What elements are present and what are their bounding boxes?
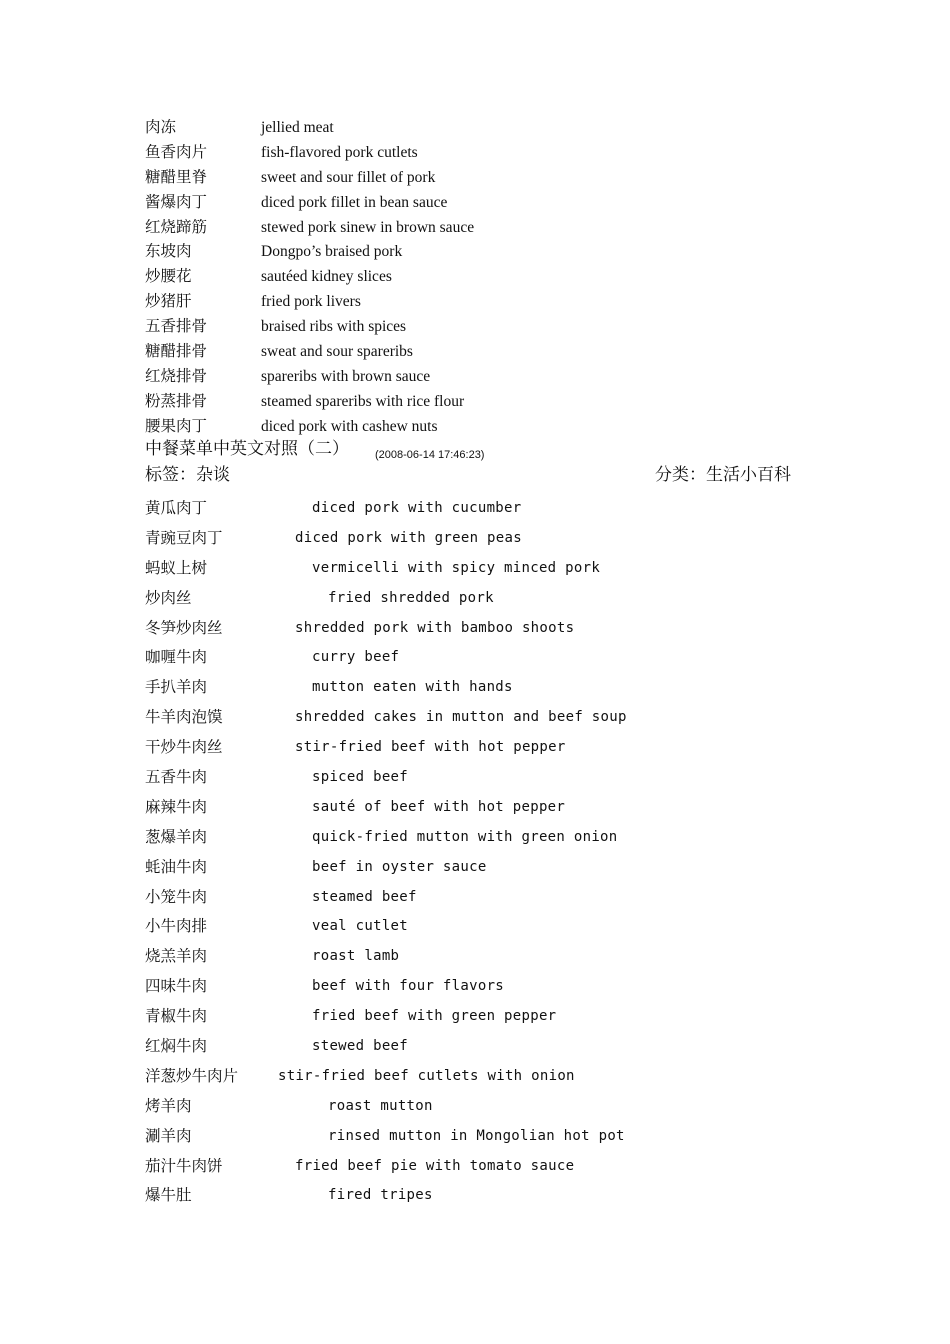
article-title: 中餐菜单中英文对照（二） bbox=[145, 439, 349, 459]
menu-item-row bbox=[145, 315, 845, 340]
menu-item-row bbox=[145, 763, 845, 793]
dish-chinese-name: 小笼牛肉 bbox=[145, 887, 208, 906]
dish-english-name: sweat and sour spareribs bbox=[261, 343, 413, 361]
dish-chinese-name: 烤羊肉 bbox=[145, 1096, 192, 1115]
menu-item-row bbox=[145, 883, 845, 913]
menu-list-part-one bbox=[145, 116, 845, 440]
dish-english-name: sautéed kidney slices bbox=[261, 268, 392, 286]
dish-chinese-name: 红烧蹄筋 bbox=[145, 218, 208, 236]
dish-chinese-name: 炒肉丝 bbox=[145, 588, 192, 607]
dish-chinese-name: 爆牛肚 bbox=[145, 1186, 192, 1205]
dish-english-name: roast lamb bbox=[312, 948, 400, 965]
dish-english-name: steamed spareribs with rice flour bbox=[261, 392, 465, 410]
dish-chinese-name: 红烧排骨 bbox=[145, 367, 208, 385]
dish-english-name: sweet and sour fillet of pork bbox=[261, 168, 436, 186]
dish-chinese-name: 肉冻 bbox=[145, 119, 177, 136]
dish-english-name: rinsed mutton in Mongolian hot pot bbox=[328, 1127, 625, 1144]
dish-chinese-name: 蚝油牛肉 bbox=[145, 857, 208, 876]
menu-item-row bbox=[145, 733, 845, 763]
dish-english-name: sauté of beef with hot pepper bbox=[312, 798, 566, 815]
dish-english-name: braised ribs with spices bbox=[261, 318, 407, 336]
dish-english-name: vermicelli with spicy minced pork bbox=[312, 559, 601, 576]
menu-item-row bbox=[145, 340, 845, 365]
menu-item-row bbox=[145, 1092, 845, 1122]
dish-english-name: shredded pork with bamboo shoots bbox=[295, 619, 575, 636]
menu-item-row bbox=[145, 191, 845, 216]
dish-english-name: stewed pork sinew in brown sauce bbox=[261, 218, 475, 236]
dish-chinese-name: 冬笋炒肉丝 bbox=[145, 618, 223, 637]
dish-english-name: curry beef bbox=[312, 649, 400, 666]
dish-english-name: beef in oyster sauce bbox=[312, 858, 487, 875]
dish-chinese-name: 糖醋里脊 bbox=[145, 168, 208, 186]
menu-item-row bbox=[145, 673, 845, 703]
menu-item-row bbox=[145, 853, 845, 883]
dish-chinese-name: 牛羊肉泡馍 bbox=[145, 708, 223, 727]
dish-english-name: jellied meat bbox=[261, 119, 334, 136]
menu-item-row bbox=[145, 116, 845, 141]
article-category: 分类：生活小百科 bbox=[655, 465, 791, 485]
dish-english-name: quick-fried mutton with green onion bbox=[312, 828, 618, 845]
menu-item-row bbox=[145, 1032, 845, 1062]
dish-chinese-name: 腰果肉丁 bbox=[145, 417, 208, 435]
dish-english-name: mutton eaten with hands bbox=[312, 679, 513, 696]
dish-english-name: spiced beef bbox=[312, 769, 409, 786]
dish-chinese-name: 五香牛肉 bbox=[145, 768, 208, 787]
menu-item-row bbox=[145, 494, 845, 524]
dish-chinese-name: 青豌豆肉丁 bbox=[145, 528, 223, 547]
dish-english-name: spareribs with brown sauce bbox=[261, 367, 431, 385]
menu-item-row bbox=[145, 166, 845, 191]
menu-item-row bbox=[145, 1062, 845, 1092]
menu-list-part-two bbox=[145, 494, 845, 1211]
article-tags: 标签：杂谈 bbox=[145, 465, 230, 485]
dish-english-name: fried beef with green pepper bbox=[312, 1008, 557, 1025]
dish-chinese-name: 东坡肉 bbox=[145, 243, 192, 261]
dish-chinese-name: 手扒羊肉 bbox=[145, 678, 208, 697]
dish-chinese-name: 青椒牛肉 bbox=[145, 1007, 208, 1026]
menu-item-row bbox=[145, 365, 845, 390]
menu-item-row bbox=[145, 793, 845, 823]
menu-item-row bbox=[145, 972, 845, 1002]
dish-chinese-name: 黄瓜肉丁 bbox=[145, 499, 208, 517]
dish-english-name: beef with four flavors bbox=[312, 978, 505, 995]
menu-item-row bbox=[145, 1002, 845, 1032]
menu-item-row bbox=[145, 584, 845, 614]
dish-chinese-name: 小牛肉排 bbox=[145, 917, 208, 936]
dish-english-name: fish-flavored pork cutlets bbox=[261, 143, 418, 161]
dish-chinese-name: 四味牛肉 bbox=[145, 977, 208, 996]
dish-chinese-name: 烧羔羊肉 bbox=[145, 947, 208, 966]
dish-chinese-name: 红焖牛肉 bbox=[145, 1037, 208, 1056]
dish-chinese-name: 茄汁牛肉饼 bbox=[145, 1156, 223, 1175]
dish-english-name: Dongpo’s braised pork bbox=[261, 243, 403, 261]
dish-english-name: shredded cakes in mutton and beef soup bbox=[295, 709, 627, 726]
dish-english-name: fried beef pie with tomato sauce bbox=[295, 1157, 575, 1174]
dish-english-name: diced pork fillet in bean sauce bbox=[261, 193, 448, 211]
article-timestamp: (2008-06-14 17:46:23) bbox=[375, 449, 485, 461]
menu-item-row bbox=[145, 1181, 845, 1211]
menu-item-row bbox=[145, 524, 845, 554]
dish-english-name: fried shredded pork bbox=[328, 589, 494, 606]
dish-chinese-name: 炒腰花 bbox=[145, 268, 192, 286]
menu-item-row bbox=[145, 390, 845, 415]
dish-english-name: stir-fried beef cutlets with onion bbox=[278, 1067, 575, 1084]
menu-item-row bbox=[145, 141, 845, 166]
menu-item-row bbox=[145, 942, 845, 972]
dish-chinese-name: 酱爆肉丁 bbox=[145, 193, 208, 211]
dish-chinese-name: 干炒牛肉丝 bbox=[145, 738, 223, 757]
menu-item-row bbox=[145, 265, 845, 290]
dish-chinese-name: 糖醋排骨 bbox=[145, 343, 208, 361]
menu-item-row bbox=[145, 643, 845, 673]
dish-chinese-name: 涮羊肉 bbox=[145, 1126, 192, 1145]
dish-english-name: steamed beef bbox=[312, 888, 417, 905]
dish-chinese-name: 洋葱炒牛肉片 bbox=[145, 1066, 239, 1085]
dish-english-name: diced pork with green peas bbox=[295, 529, 522, 546]
menu-item-row bbox=[145, 240, 845, 265]
menu-item-row bbox=[145, 554, 845, 584]
dish-chinese-name: 葱爆羊肉 bbox=[145, 827, 208, 846]
menu-item-row bbox=[145, 703, 845, 733]
dish-chinese-name: 麻辣牛肉 bbox=[145, 797, 208, 816]
menu-item-row bbox=[145, 614, 845, 644]
dish-chinese-name: 粉蒸排骨 bbox=[145, 392, 208, 410]
menu-item-row bbox=[145, 1152, 845, 1182]
menu-item-row bbox=[145, 415, 845, 440]
dish-english-name: veal cutlet bbox=[312, 918, 409, 935]
menu-item-row bbox=[145, 823, 845, 853]
menu-item-row bbox=[145, 216, 845, 241]
menu-item-row bbox=[145, 912, 845, 942]
dish-chinese-name: 五香排骨 bbox=[145, 318, 208, 336]
menu-item-row bbox=[145, 290, 845, 315]
menu-item-row bbox=[145, 1122, 845, 1152]
dish-english-name: diced pork with cashew nuts bbox=[261, 417, 438, 435]
dish-english-name: fried pork livers bbox=[261, 293, 361, 311]
dish-chinese-name: 蚂蚁上树 bbox=[145, 558, 208, 577]
dish-chinese-name: 炒猪肝 bbox=[145, 293, 192, 311]
dish-english-name: diced pork with cucumber bbox=[312, 500, 522, 516]
dish-english-name: stewed beef bbox=[312, 1038, 409, 1055]
dish-english-name: stir-fried beef with hot pepper bbox=[295, 739, 566, 756]
dish-english-name: fired tripes bbox=[328, 1187, 433, 1204]
dish-chinese-name: 鱼香肉片 bbox=[145, 143, 208, 161]
dish-chinese-name: 咖喱牛肉 bbox=[145, 648, 208, 667]
dish-english-name: roast mutton bbox=[328, 1097, 433, 1114]
